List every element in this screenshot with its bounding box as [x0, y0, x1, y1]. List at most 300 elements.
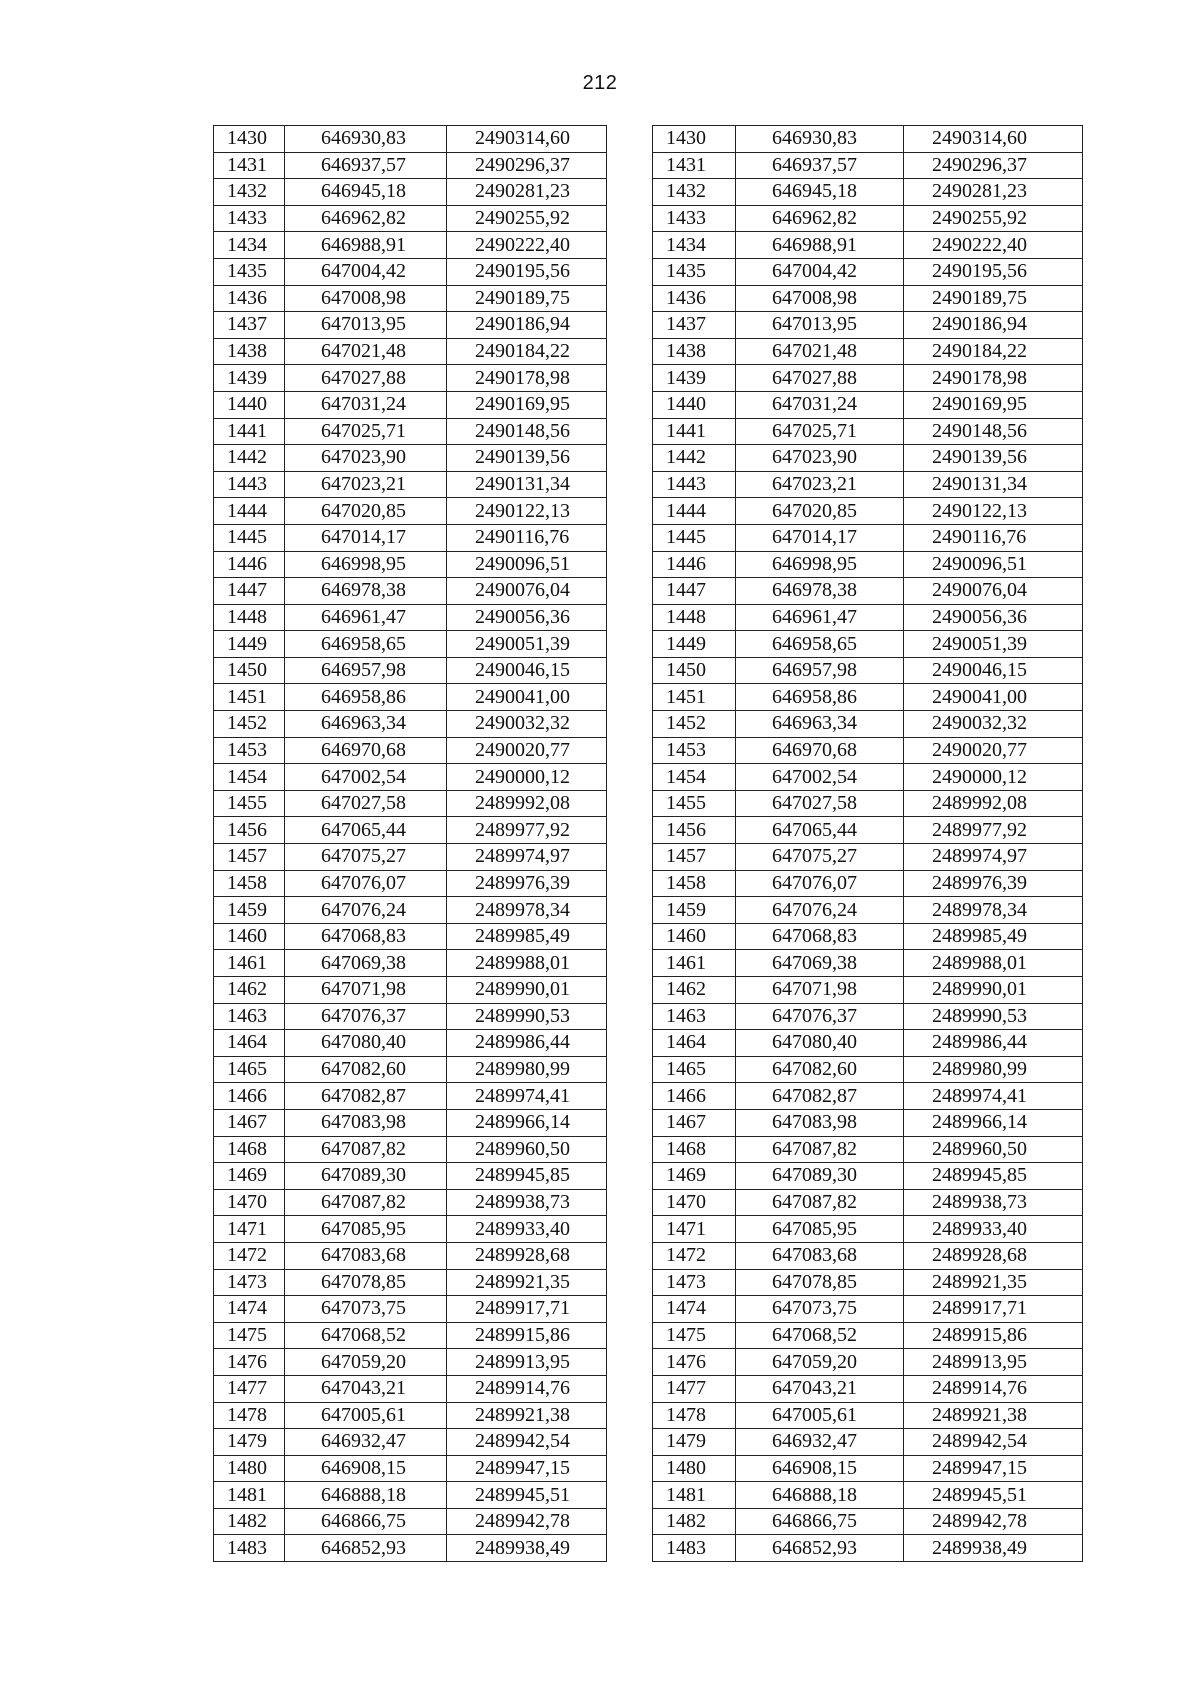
table-row — [214, 684, 1083, 711]
left-y-coordinate-cell: 2489960,50 — [447, 1136, 607, 1163]
left-y-coordinate-cell: 2489945,51 — [447, 1482, 607, 1509]
right-point-number-cell: 1483 — [653, 1535, 736, 1562]
right-x-coordinate-cell: 647025,71 — [736, 418, 904, 445]
right-x-coordinate-cell: 647021,48 — [736, 338, 904, 365]
left-point-number-cell: 1463 — [214, 1003, 285, 1030]
right-point-number-cell: 1472 — [653, 1242, 736, 1269]
left-x-coordinate-cell: 646958,86 — [285, 684, 447, 711]
left-x-coordinate-cell: 647068,52 — [285, 1322, 447, 1349]
column-gap — [607, 1375, 653, 1402]
left-x-coordinate-cell: 647080,40 — [285, 1030, 447, 1057]
right-y-coordinate-cell: 2490178,98 — [904, 365, 1083, 392]
left-x-coordinate-cell: 647013,95 — [285, 312, 447, 339]
left-x-coordinate-cell: 647020,85 — [285, 498, 447, 525]
right-y-coordinate-cell: 2489978,34 — [904, 897, 1083, 924]
left-point-number-cell: 1476 — [214, 1349, 285, 1376]
right-point-number-cell: 1466 — [653, 1083, 736, 1110]
right-x-coordinate-cell: 647076,07 — [736, 870, 904, 897]
table-row — [214, 152, 1083, 179]
right-point-number-cell: 1474 — [653, 1296, 736, 1323]
right-x-coordinate-cell: 646930,83 — [736, 126, 904, 153]
column-gap — [607, 870, 653, 897]
right-point-number-cell: 1471 — [653, 1216, 736, 1243]
right-point-number-cell: 1450 — [653, 657, 736, 684]
left-x-coordinate-cell: 647076,37 — [285, 1003, 447, 1030]
right-y-coordinate-cell: 2490096,51 — [904, 551, 1083, 578]
left-y-coordinate-cell: 2490000,12 — [447, 764, 607, 791]
right-x-coordinate-cell: 646963,34 — [736, 711, 904, 738]
right-x-coordinate-cell: 646998,95 — [736, 551, 904, 578]
right-point-number-cell: 1447 — [653, 578, 736, 605]
right-point-number-cell: 1439 — [653, 365, 736, 392]
left-x-coordinate-cell: 647005,61 — [285, 1402, 447, 1429]
column-gap — [607, 152, 653, 179]
left-point-number-cell: 1443 — [214, 471, 285, 498]
left-y-coordinate-cell: 2489966,14 — [447, 1109, 607, 1136]
right-x-coordinate-cell: 646961,47 — [736, 604, 904, 631]
left-x-coordinate-cell: 646998,95 — [285, 551, 447, 578]
left-y-coordinate-cell: 2490296,37 — [447, 152, 607, 179]
right-y-coordinate-cell: 2489977,92 — [904, 817, 1083, 844]
column-gap — [607, 1482, 653, 1509]
table-row — [214, 737, 1083, 764]
left-y-coordinate-cell: 2490056,36 — [447, 604, 607, 631]
left-y-coordinate-cell: 2490041,00 — [447, 684, 607, 711]
right-point-number-cell: 1453 — [653, 737, 736, 764]
column-gap — [607, 1242, 653, 1269]
left-y-coordinate-cell: 2490116,76 — [447, 524, 607, 551]
column-gap — [607, 1535, 653, 1562]
column-gap — [607, 232, 653, 259]
table-row — [214, 844, 1083, 871]
column-gap — [607, 684, 653, 711]
table-row — [214, 1083, 1083, 1110]
left-x-coordinate-cell: 646937,57 — [285, 152, 447, 179]
right-x-coordinate-cell: 647068,52 — [736, 1322, 904, 1349]
table-row — [214, 391, 1083, 418]
column-gap — [607, 764, 653, 791]
right-point-number-cell: 1433 — [653, 205, 736, 232]
column-gap — [607, 205, 653, 232]
right-x-coordinate-cell: 646958,86 — [736, 684, 904, 711]
left-y-coordinate-cell: 2490046,15 — [447, 657, 607, 684]
left-point-number-cell: 1458 — [214, 870, 285, 897]
right-point-number-cell: 1430 — [653, 126, 736, 153]
table-row — [214, 1508, 1083, 1535]
right-y-coordinate-cell: 2490046,15 — [904, 657, 1083, 684]
table-row — [214, 631, 1083, 658]
left-x-coordinate-cell: 646866,75 — [285, 1508, 447, 1535]
left-x-coordinate-cell: 646908,15 — [285, 1455, 447, 1482]
left-y-coordinate-cell: 2490020,77 — [447, 737, 607, 764]
left-x-coordinate-cell: 647068,83 — [285, 923, 447, 950]
right-y-coordinate-cell: 2490131,34 — [904, 471, 1083, 498]
left-y-coordinate-cell: 2490148,56 — [447, 418, 607, 445]
table-row — [214, 551, 1083, 578]
right-y-coordinate-cell: 2489990,01 — [904, 977, 1083, 1004]
left-point-number-cell: 1441 — [214, 418, 285, 445]
right-y-coordinate-cell: 2490189,75 — [904, 285, 1083, 312]
table-row — [214, 604, 1083, 631]
left-y-coordinate-cell: 2490222,40 — [447, 232, 607, 259]
right-x-coordinate-cell: 647076,37 — [736, 1003, 904, 1030]
table-row — [214, 1109, 1083, 1136]
left-y-coordinate-cell: 2490139,56 — [447, 445, 607, 472]
right-y-coordinate-cell: 2490281,23 — [904, 179, 1083, 206]
table-row — [214, 205, 1083, 232]
table-row — [214, 1030, 1083, 1057]
right-point-number-cell: 1463 — [653, 1003, 736, 1030]
right-x-coordinate-cell: 646957,98 — [736, 657, 904, 684]
left-x-coordinate-cell: 647089,30 — [285, 1163, 447, 1190]
coordinates-table-body — [214, 126, 1083, 1562]
right-y-coordinate-cell: 2489945,85 — [904, 1163, 1083, 1190]
right-point-number-cell: 1458 — [653, 870, 736, 897]
column-gap — [607, 897, 653, 924]
right-x-coordinate-cell: 646958,65 — [736, 631, 904, 658]
right-x-coordinate-cell: 647083,68 — [736, 1242, 904, 1269]
right-y-coordinate-cell: 2490169,95 — [904, 391, 1083, 418]
table-row — [214, 1535, 1083, 1562]
table-row — [214, 950, 1083, 977]
left-y-coordinate-cell: 2489913,95 — [447, 1349, 607, 1376]
left-point-number-cell: 1448 — [214, 604, 285, 631]
left-y-coordinate-cell: 2489933,40 — [447, 1216, 607, 1243]
left-x-coordinate-cell: 646930,83 — [285, 126, 447, 153]
right-point-number-cell: 1464 — [653, 1030, 736, 1057]
left-point-number-cell: 1450 — [214, 657, 285, 684]
left-y-coordinate-cell: 2489914,76 — [447, 1375, 607, 1402]
left-x-coordinate-cell: 647004,42 — [285, 258, 447, 285]
right-y-coordinate-cell: 2490020,77 — [904, 737, 1083, 764]
right-y-coordinate-cell: 2489938,49 — [904, 1535, 1083, 1562]
right-point-number-cell: 1446 — [653, 551, 736, 578]
right-x-coordinate-cell: 647043,21 — [736, 1375, 904, 1402]
right-y-coordinate-cell: 2490000,12 — [904, 764, 1083, 791]
right-y-coordinate-cell: 2490222,40 — [904, 232, 1083, 259]
right-x-coordinate-cell: 647082,87 — [736, 1083, 904, 1110]
left-y-coordinate-cell: 2490076,04 — [447, 578, 607, 605]
left-y-coordinate-cell: 2489990,01 — [447, 977, 607, 1004]
table-row — [214, 179, 1083, 206]
right-x-coordinate-cell: 646866,75 — [736, 1508, 904, 1535]
left-x-coordinate-cell: 646978,38 — [285, 578, 447, 605]
right-x-coordinate-cell: 647002,54 — [736, 764, 904, 791]
left-point-number-cell: 1482 — [214, 1508, 285, 1535]
left-x-coordinate-cell: 646932,47 — [285, 1429, 447, 1456]
left-x-coordinate-cell: 646970,68 — [285, 737, 447, 764]
table-row — [214, 1056, 1083, 1083]
left-y-coordinate-cell: 2490314,60 — [447, 126, 607, 153]
right-point-number-cell: 1437 — [653, 312, 736, 339]
table-row — [214, 870, 1083, 897]
right-x-coordinate-cell: 647078,85 — [736, 1269, 904, 1296]
left-point-number-cell: 1468 — [214, 1136, 285, 1163]
left-x-coordinate-cell: 647082,87 — [285, 1083, 447, 1110]
left-x-coordinate-cell: 647031,24 — [285, 391, 447, 418]
right-x-coordinate-cell: 646945,18 — [736, 179, 904, 206]
column-gap — [607, 179, 653, 206]
left-y-coordinate-cell: 2490178,98 — [447, 365, 607, 392]
left-y-coordinate-cell: 2489921,38 — [447, 1402, 607, 1429]
left-x-coordinate-cell: 647087,82 — [285, 1189, 447, 1216]
left-x-coordinate-cell: 647043,21 — [285, 1375, 447, 1402]
right-point-number-cell: 1443 — [653, 471, 736, 498]
right-x-coordinate-cell: 647008,98 — [736, 285, 904, 312]
table-row — [214, 1375, 1083, 1402]
column-gap — [607, 365, 653, 392]
left-y-coordinate-cell: 2489917,71 — [447, 1296, 607, 1323]
left-point-number-cell: 1474 — [214, 1296, 285, 1323]
column-gap — [607, 950, 653, 977]
left-x-coordinate-cell: 647025,71 — [285, 418, 447, 445]
right-point-number-cell: 1440 — [653, 391, 736, 418]
column-gap — [607, 1296, 653, 1323]
right-y-coordinate-cell: 2489913,95 — [904, 1349, 1083, 1376]
right-y-coordinate-cell: 2490076,04 — [904, 578, 1083, 605]
table-row — [214, 1482, 1083, 1509]
right-point-number-cell: 1431 — [653, 152, 736, 179]
left-x-coordinate-cell: 647023,90 — [285, 445, 447, 472]
left-y-coordinate-cell: 2489974,41 — [447, 1083, 607, 1110]
left-point-number-cell: 1439 — [214, 365, 285, 392]
column-gap — [607, 1402, 653, 1429]
left-point-number-cell: 1437 — [214, 312, 285, 339]
left-point-number-cell: 1466 — [214, 1083, 285, 1110]
column-gap — [607, 1030, 653, 1057]
left-point-number-cell: 1475 — [214, 1322, 285, 1349]
left-x-coordinate-cell: 646852,93 — [285, 1535, 447, 1562]
left-y-coordinate-cell: 2490131,34 — [447, 471, 607, 498]
table-row — [214, 445, 1083, 472]
left-point-number-cell: 1445 — [214, 524, 285, 551]
left-y-coordinate-cell: 2490281,23 — [447, 179, 607, 206]
page-number: 212 — [582, 72, 618, 94]
column-gap — [607, 285, 653, 312]
left-y-coordinate-cell: 2489988,01 — [447, 950, 607, 977]
right-point-number-cell: 1469 — [653, 1163, 736, 1190]
right-y-coordinate-cell: 2489960,50 — [904, 1136, 1083, 1163]
right-x-coordinate-cell: 647027,58 — [736, 790, 904, 817]
right-point-number-cell: 1477 — [653, 1375, 736, 1402]
column-gap — [607, 338, 653, 365]
table-row — [214, 338, 1083, 365]
right-x-coordinate-cell: 647087,82 — [736, 1189, 904, 1216]
right-x-coordinate-cell: 647073,75 — [736, 1296, 904, 1323]
column-gap — [607, 923, 653, 950]
left-x-coordinate-cell: 647069,38 — [285, 950, 447, 977]
right-x-coordinate-cell: 647027,88 — [736, 365, 904, 392]
left-point-number-cell: 1479 — [214, 1429, 285, 1456]
column-gap — [607, 1429, 653, 1456]
right-x-coordinate-cell: 647020,85 — [736, 498, 904, 525]
left-x-coordinate-cell: 646963,34 — [285, 711, 447, 738]
right-x-coordinate-cell: 647082,60 — [736, 1056, 904, 1083]
left-point-number-cell: 1446 — [214, 551, 285, 578]
column-gap — [607, 471, 653, 498]
right-x-coordinate-cell: 646970,68 — [736, 737, 904, 764]
left-point-number-cell: 1433 — [214, 205, 285, 232]
table-row — [214, 711, 1083, 738]
column-gap — [607, 1003, 653, 1030]
right-point-number-cell: 1462 — [653, 977, 736, 1004]
left-y-coordinate-cell: 2489928,68 — [447, 1242, 607, 1269]
right-x-coordinate-cell: 647075,27 — [736, 844, 904, 871]
right-point-number-cell: 1449 — [653, 631, 736, 658]
column-gap — [607, 1508, 653, 1535]
left-y-coordinate-cell: 2490255,92 — [447, 205, 607, 232]
right-y-coordinate-cell: 2489985,49 — [904, 923, 1083, 950]
right-x-coordinate-cell: 647004,42 — [736, 258, 904, 285]
column-gap — [607, 1216, 653, 1243]
left-point-number-cell: 1453 — [214, 737, 285, 764]
table-row — [214, 1163, 1083, 1190]
right-y-coordinate-cell: 2490032,32 — [904, 711, 1083, 738]
right-y-coordinate-cell: 2489928,68 — [904, 1242, 1083, 1269]
table-row — [214, 1216, 1083, 1243]
table-row — [214, 657, 1083, 684]
left-point-number-cell: 1481 — [214, 1482, 285, 1509]
column-gap — [607, 445, 653, 472]
column-gap — [607, 312, 653, 339]
left-x-coordinate-cell: 647078,85 — [285, 1269, 447, 1296]
left-y-coordinate-cell: 2489947,15 — [447, 1455, 607, 1482]
table-row — [214, 817, 1083, 844]
right-point-number-cell: 1442 — [653, 445, 736, 472]
left-point-number-cell: 1451 — [214, 684, 285, 711]
column-gap — [607, 790, 653, 817]
left-point-number-cell: 1430 — [214, 126, 285, 153]
left-point-number-cell: 1461 — [214, 950, 285, 977]
table-row — [214, 365, 1083, 392]
right-point-number-cell: 1451 — [653, 684, 736, 711]
right-y-coordinate-cell: 2489980,99 — [904, 1056, 1083, 1083]
right-y-coordinate-cell: 2489942,78 — [904, 1508, 1083, 1535]
left-x-coordinate-cell: 647085,95 — [285, 1216, 447, 1243]
right-y-coordinate-cell: 2489915,86 — [904, 1322, 1083, 1349]
table-row — [214, 126, 1083, 153]
right-y-coordinate-cell: 2490116,76 — [904, 524, 1083, 551]
right-point-number-cell: 1441 — [653, 418, 736, 445]
right-point-number-cell: 1448 — [653, 604, 736, 631]
left-point-number-cell: 1456 — [214, 817, 285, 844]
coordinates-table — [213, 125, 1083, 1562]
left-y-coordinate-cell: 2490184,22 — [447, 338, 607, 365]
right-point-number-cell: 1481 — [653, 1482, 736, 1509]
right-x-coordinate-cell: 646888,18 — [736, 1482, 904, 1509]
left-point-number-cell: 1444 — [214, 498, 285, 525]
left-point-number-cell: 1452 — [214, 711, 285, 738]
left-y-coordinate-cell: 2490195,56 — [447, 258, 607, 285]
column-gap — [607, 418, 653, 445]
left-point-number-cell: 1470 — [214, 1189, 285, 1216]
left-x-coordinate-cell: 646962,82 — [285, 205, 447, 232]
column-gap — [607, 1269, 653, 1296]
table-row — [214, 977, 1083, 1004]
left-y-coordinate-cell: 2489945,85 — [447, 1163, 607, 1190]
column-gap — [607, 631, 653, 658]
table-row — [214, 258, 1083, 285]
right-y-coordinate-cell: 2489942,54 — [904, 1429, 1083, 1456]
left-point-number-cell: 1467 — [214, 1109, 285, 1136]
right-point-number-cell: 1444 — [653, 498, 736, 525]
right-y-coordinate-cell: 2489992,08 — [904, 790, 1083, 817]
left-point-number-cell: 1438 — [214, 338, 285, 365]
left-point-number-cell: 1483 — [214, 1535, 285, 1562]
left-x-coordinate-cell: 646988,91 — [285, 232, 447, 259]
right-y-coordinate-cell: 2489933,40 — [904, 1216, 1083, 1243]
left-y-coordinate-cell: 2489978,34 — [447, 897, 607, 924]
right-point-number-cell: 1480 — [653, 1455, 736, 1482]
column-gap — [607, 1056, 653, 1083]
left-y-coordinate-cell: 2489915,86 — [447, 1322, 607, 1349]
left-point-number-cell: 1447 — [214, 578, 285, 605]
right-y-coordinate-cell: 2489986,44 — [904, 1030, 1083, 1057]
left-y-coordinate-cell: 2489942,54 — [447, 1429, 607, 1456]
right-y-coordinate-cell: 2490255,92 — [904, 205, 1083, 232]
table-row — [214, 1269, 1083, 1296]
column-gap — [607, 711, 653, 738]
column-gap — [607, 1083, 653, 1110]
right-point-number-cell: 1432 — [653, 179, 736, 206]
right-point-number-cell: 1459 — [653, 897, 736, 924]
table-row — [214, 1402, 1083, 1429]
right-x-coordinate-cell: 647069,38 — [736, 950, 904, 977]
right-y-coordinate-cell: 2489938,73 — [904, 1189, 1083, 1216]
right-y-coordinate-cell: 2490314,60 — [904, 126, 1083, 153]
left-x-coordinate-cell: 647073,75 — [285, 1296, 447, 1323]
right-x-coordinate-cell: 646852,93 — [736, 1535, 904, 1562]
column-gap — [607, 1109, 653, 1136]
left-x-coordinate-cell: 647027,58 — [285, 790, 447, 817]
left-point-number-cell: 1473 — [214, 1269, 285, 1296]
column-gap — [607, 977, 653, 1004]
right-x-coordinate-cell: 647076,24 — [736, 897, 904, 924]
right-x-coordinate-cell: 647031,24 — [736, 391, 904, 418]
column-gap — [607, 817, 653, 844]
left-x-coordinate-cell: 647076,24 — [285, 897, 447, 924]
left-x-coordinate-cell: 647059,20 — [285, 1349, 447, 1376]
left-point-number-cell: 1464 — [214, 1030, 285, 1057]
left-point-number-cell: 1457 — [214, 844, 285, 871]
right-x-coordinate-cell: 647080,40 — [736, 1030, 904, 1057]
right-y-coordinate-cell: 2489921,35 — [904, 1269, 1083, 1296]
left-y-coordinate-cell: 2490169,95 — [447, 391, 607, 418]
left-point-number-cell: 1460 — [214, 923, 285, 950]
right-point-number-cell: 1455 — [653, 790, 736, 817]
right-y-coordinate-cell: 2490122,13 — [904, 498, 1083, 525]
right-point-number-cell: 1452 — [653, 711, 736, 738]
table-row — [214, 897, 1083, 924]
right-point-number-cell: 1470 — [653, 1189, 736, 1216]
left-y-coordinate-cell: 2489976,39 — [447, 870, 607, 897]
left-y-coordinate-cell: 2490189,75 — [447, 285, 607, 312]
right-x-coordinate-cell: 647023,21 — [736, 471, 904, 498]
left-x-coordinate-cell: 647071,98 — [285, 977, 447, 1004]
column-gap — [607, 1349, 653, 1376]
right-point-number-cell: 1445 — [653, 524, 736, 551]
right-x-coordinate-cell: 647023,90 — [736, 445, 904, 472]
left-y-coordinate-cell: 2489921,35 — [447, 1269, 607, 1296]
table-row — [214, 1189, 1083, 1216]
column-gap — [607, 1163, 653, 1190]
left-y-coordinate-cell: 2489942,78 — [447, 1508, 607, 1535]
table-row — [214, 285, 1083, 312]
left-x-coordinate-cell: 647014,17 — [285, 524, 447, 551]
right-point-number-cell: 1482 — [653, 1508, 736, 1535]
left-x-coordinate-cell: 646945,18 — [285, 179, 447, 206]
left-x-coordinate-cell: 646888,18 — [285, 1482, 447, 1509]
